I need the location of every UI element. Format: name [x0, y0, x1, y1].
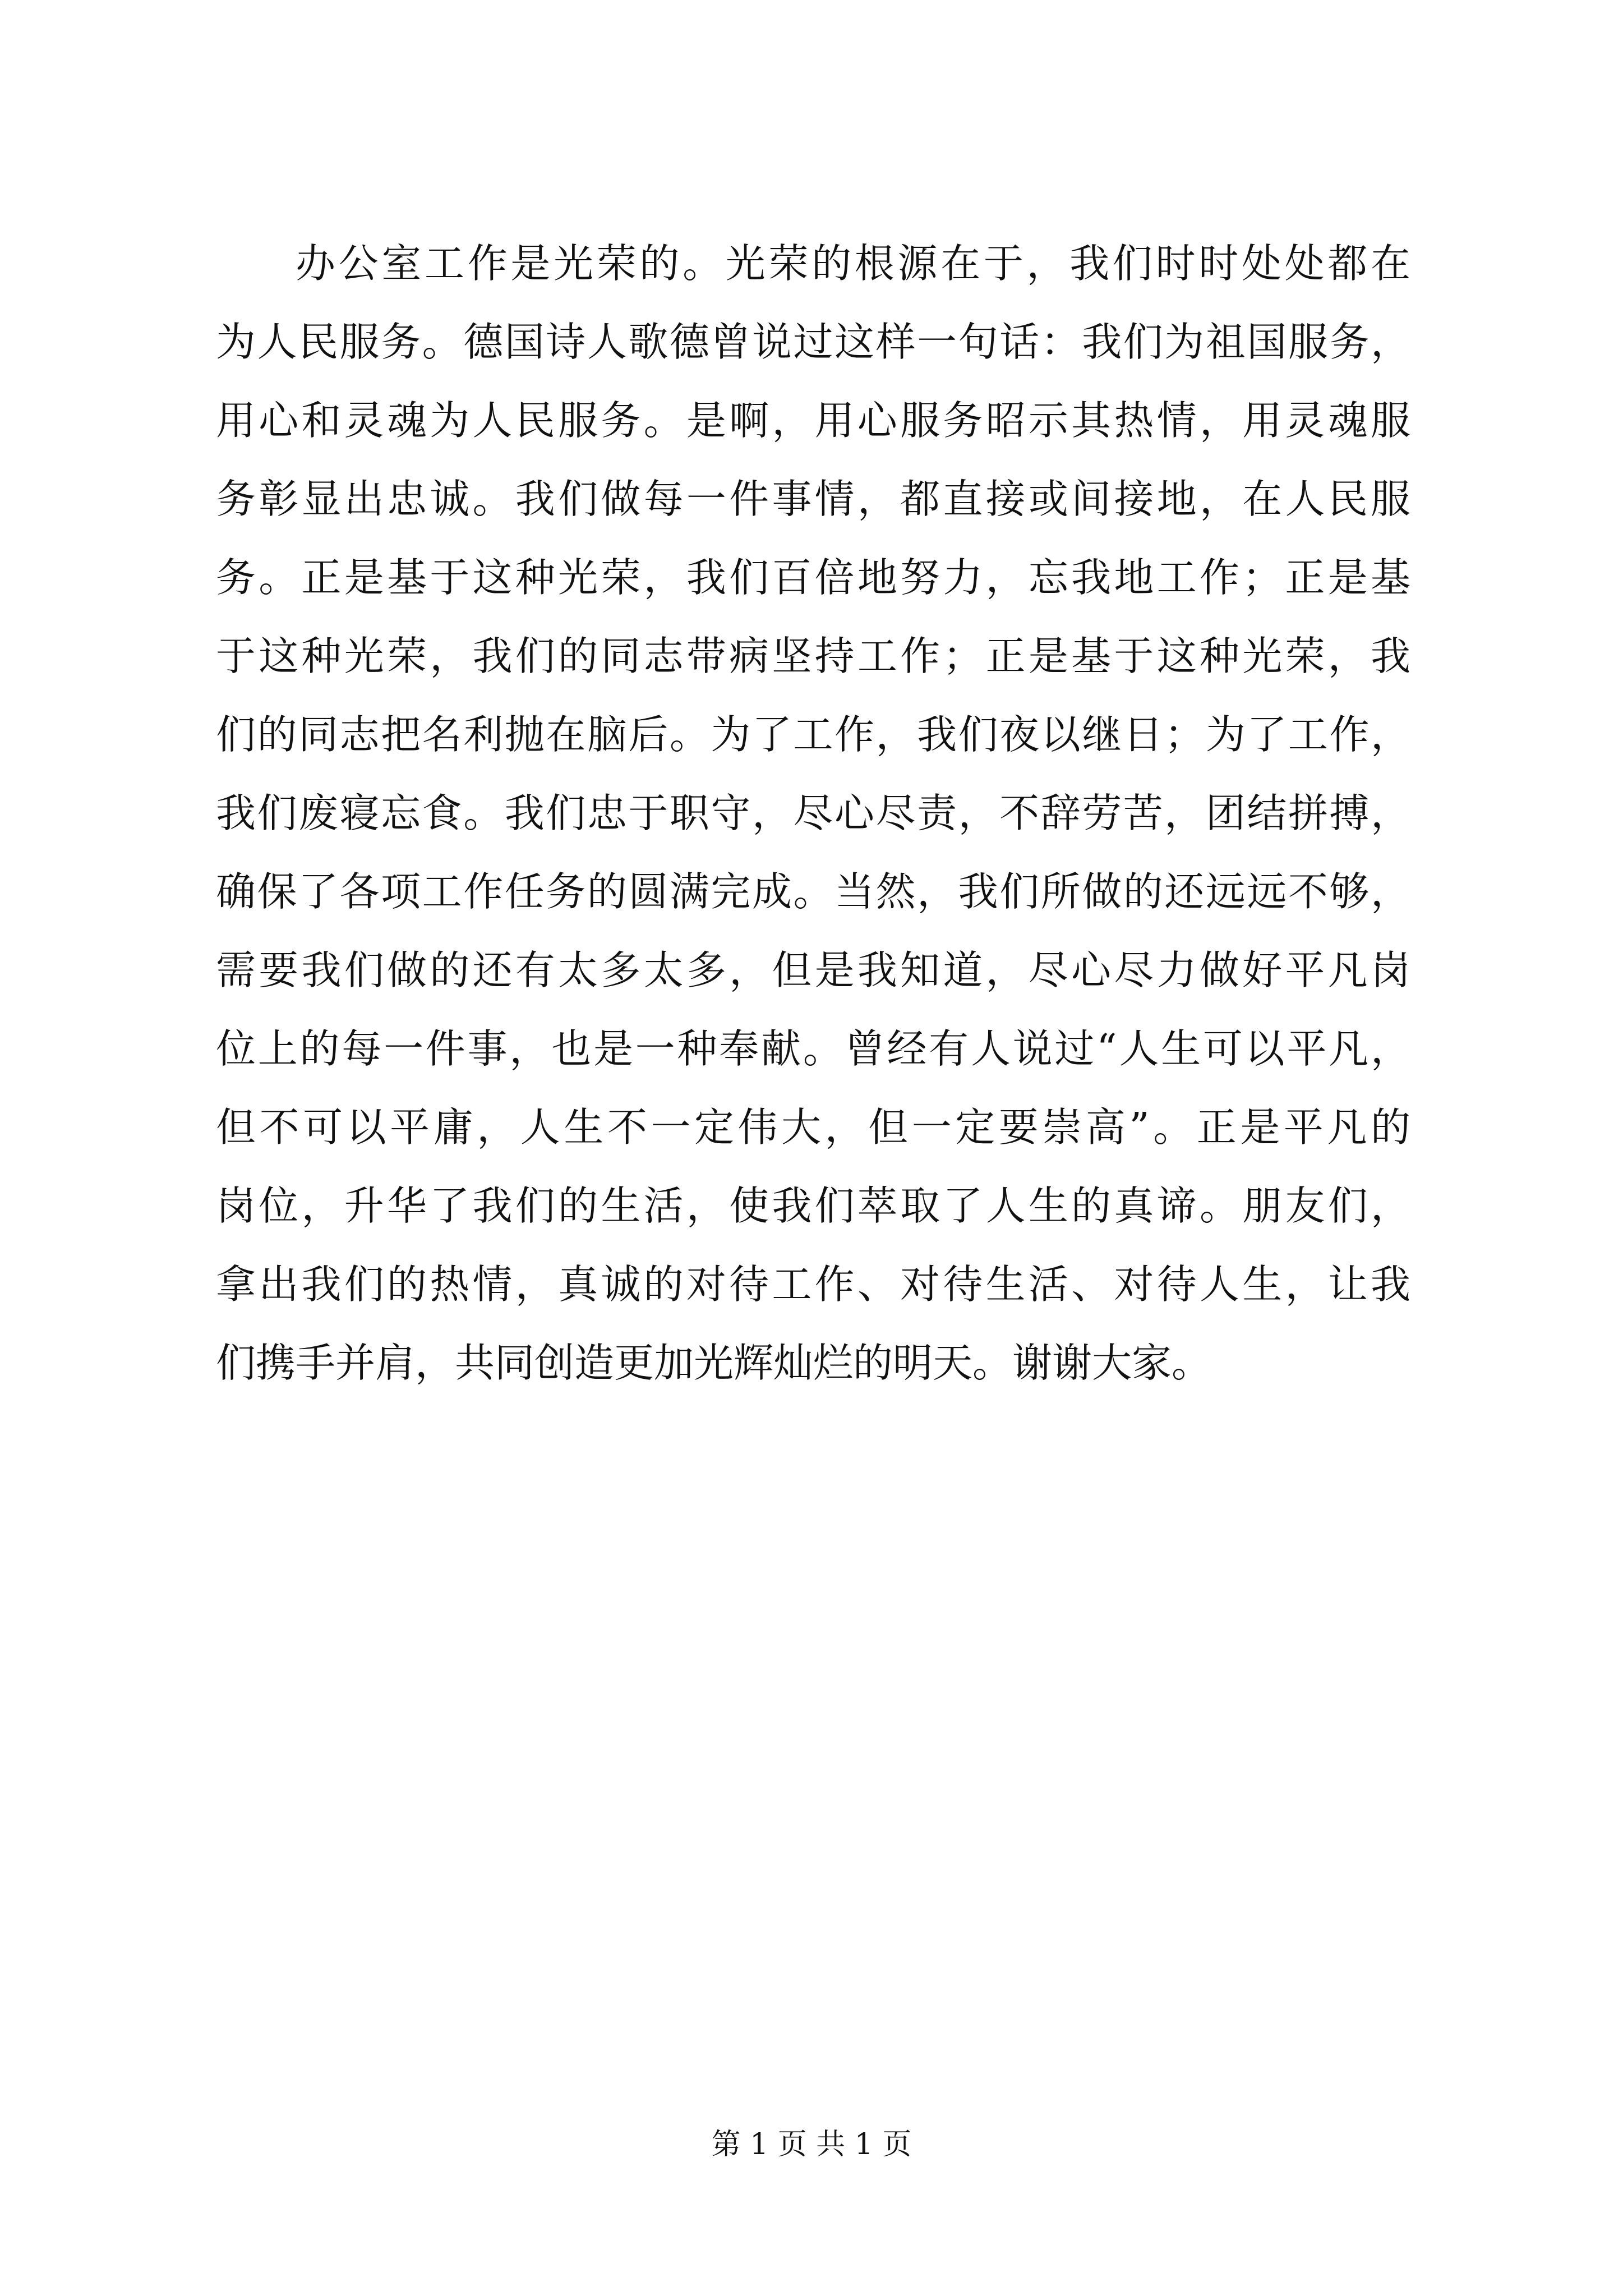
- paragraph-line: 为人民服务。德国诗人歌德曾说过这样一句话：我们为祖国服务，: [216, 319, 1410, 365]
- paragraph-line: 岗位，升华了我们的生活，使我们萃取了人生的真谛。朋友们，: [216, 1182, 1410, 1229]
- paragraph-line: 我们废寝忘食。我们忠于职守，尽心尽责，不辞劳苦，团结拼搏，: [216, 790, 1410, 836]
- paragraph-line: 办公室工作是光荣的。光荣的根源在于，我们时时处处都在: [296, 240, 1410, 287]
- paragraph-line: 确保了各项工作任务的圆满完成。当然，我们所做的还远远不够，: [216, 868, 1410, 915]
- paragraph-line: 但不可以平庸，人生不一定伟大，但一定要崇高”。正是平凡的: [216, 1104, 1410, 1151]
- paragraph-line: 需要我们做的还有太多太多，但是我知道，尽心尽力做好平凡岗: [216, 947, 1410, 993]
- paragraph-line: 位上的每一件事，也是一种奉献。曾经有人说过“人生可以平凡，: [216, 1025, 1410, 1072]
- paragraph-line: 用心和灵魂为人民服务。是啊，用心服务昭示其热情，用灵魂服: [216, 397, 1410, 444]
- paragraph-line: 于这种光荣，我们的同志带病坚持工作；正是基于这种光荣，我: [216, 633, 1410, 679]
- page-footer: 第 1 页 共 1 页: [711, 2128, 912, 2161]
- paragraph-line: 务彰显出忠诚。我们做每一件事情，都直接或间接地，在人民服: [216, 476, 1410, 522]
- paragraph-line: 拿出我们的热情，真诚的对待工作、对待生活、对待人生，让我: [216, 1261, 1410, 1308]
- body-paragraph: [216, 224, 1410, 1402]
- paragraph-line: 务。正是基于这种光荣，我们百倍地努力，忘我地工作；正是基: [216, 554, 1410, 601]
- paragraph-line: 们携手并肩，共同创造更加光辉灿烂的明天。谢谢大家。: [216, 1340, 1212, 1386]
- paragraph-line: 们的同志把名利抛在脑后。为了工作，我们夜以继日；为了工作，: [216, 711, 1410, 758]
